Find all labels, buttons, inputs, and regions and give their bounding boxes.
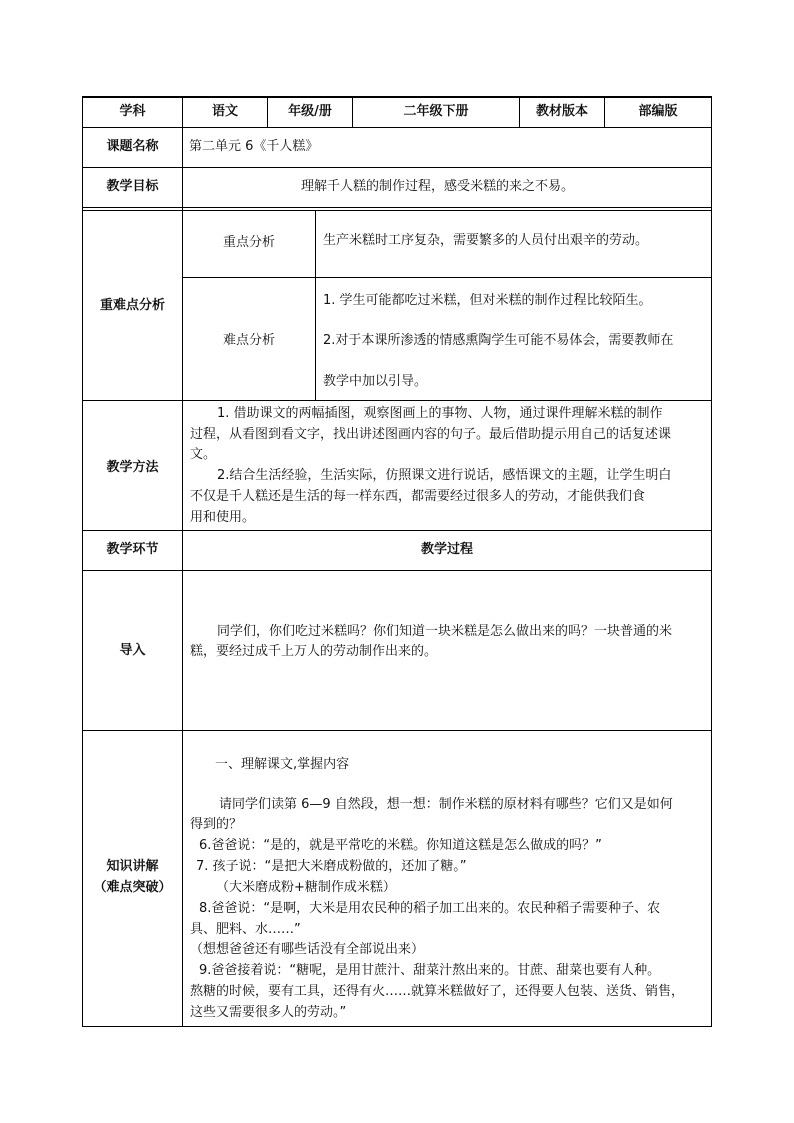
key-point-label: 重点分析 [222,235,275,250]
hard-point-line-2: 2.对于本课所渗透的情感熏陶学生可能不易体会，需要教师在 [323,333,674,348]
knowledge-line-7: 8.爸爸说：“是啊，大米是用农民种的稻子加工出来的。农民种稻子需要种子、农 [199,901,661,916]
method-line-3: 文。 [190,447,217,462]
grade-label: 年级/册 [288,104,332,119]
topic-value: 第二单元 6《千人糕》 [189,139,319,154]
hard-point-label: 难点分析 [222,333,275,348]
goal-value: 理解千人糕的制作过程，感受米糕的来之不易。 [301,179,575,194]
method-line-2: 过程，从看图到看文字，找出讲述图画内容的句子。最后借助提示用自己的话复述课 [190,427,672,442]
edition-value: 部编版 [638,104,678,119]
grade-value: 二年级下册 [403,104,469,119]
difficulty-label: 重难点分析 [99,298,165,313]
key-point-value: 生产米糕时工序复杂，需要繁多的人员付出艰辛的劳动。 [323,233,649,248]
border-row3b [82,210,712,211]
knowledge-line-2: 请同学们读第 6—9 自然段，想一想：制作米糕的原材料有哪些？它们又是如何 [219,797,673,812]
edition-label: 教材版本 [535,104,588,119]
intro-label: 导入 [119,643,146,658]
border-row5 [82,530,712,531]
method-line-1: 1. 借助课文的两幅插图，观察图画上的事物、人物，通过课件理解米糕的制作 [217,406,663,421]
border-key-hard [182,277,712,278]
knowledge-label-2: （难点突破） [93,880,172,895]
hard-point-line-3: 教学中加以引导。 [323,374,428,389]
knowledge-line-1: 一、理解课文,掌握内容 [215,757,350,772]
method-line-4: 2.结合生活经验，生活实际，仿照课文进行说话，感悟课文的主题，让学生明白 [217,468,672,483]
knowledge-line-11: 熬糖的时候，要有工具，还得有火……就算米糕做好了，还得要人包装、送货、销售， [190,984,685,999]
method-line-6: 用和使用。 [190,510,256,525]
border-difficulty-sub [315,210,316,401]
knowledge-line-9: （想想爸爸还有哪些话没有全部说出来） [190,942,425,957]
border-row2 [82,167,712,168]
border-bottom [82,1026,712,1027]
border-row1 [82,127,712,128]
knowledge-line-4: 6.爸爸说：“是的，就是平常吃的米糕。你知道这糕是怎么做成的吗？” [199,838,602,853]
process-label: 教学过程 [420,542,473,557]
knowledge-line-8: 具、肥料、水……” [190,922,301,937]
knowledge-line-6: （大米磨成粉+糖制作成米糕） [216,880,396,895]
intro-line-1: 同学们，你们吃过米糕吗？你们知道一块米糕是怎么做出来的吗？一块普通的米 [217,624,673,639]
knowledge-line-12: 这些又需要很多人的劳动。” [190,1005,347,1020]
topic-label: 课题名称 [106,139,159,154]
subject-value: 语文 [211,104,238,119]
method-line-5: 不仅是千人糕还是生活的每一样东西，都需要经过很多人的劳动，才能供我们食 [190,489,646,504]
knowledge-line-3: 得到的？ [190,817,243,832]
process-stage-label: 教学环节 [106,542,159,557]
knowledge-label-1: 知识讲解 [106,859,159,874]
border-right [711,96,712,1027]
knowledge-line-10: 9.爸爸接着说：“糖呢，是用甘蔗汁、甜菜汁熬出来的。甘蔗、甜菜也要有人种。 [199,963,661,978]
knowledge-line-5: 7. 孩子说：“是把大米磨成粉做的，还加了糖。” [196,859,467,874]
border-top [82,96,712,98]
goal-label: 教学目标 [106,179,159,194]
border-row6 [82,570,712,571]
hard-point-line-1: 1. 学生可能都吃过米糕，但对米糕的制作过程比较陌生。 [323,293,652,308]
subject-label: 学科 [119,104,146,119]
border-row4 [82,400,712,401]
border-row7 [82,730,712,731]
method-label: 教学方法 [106,460,159,475]
intro-line-2: 糕，要经过成千上万人的劳动制作出来的。 [190,644,438,659]
border-row3 [82,207,712,208]
